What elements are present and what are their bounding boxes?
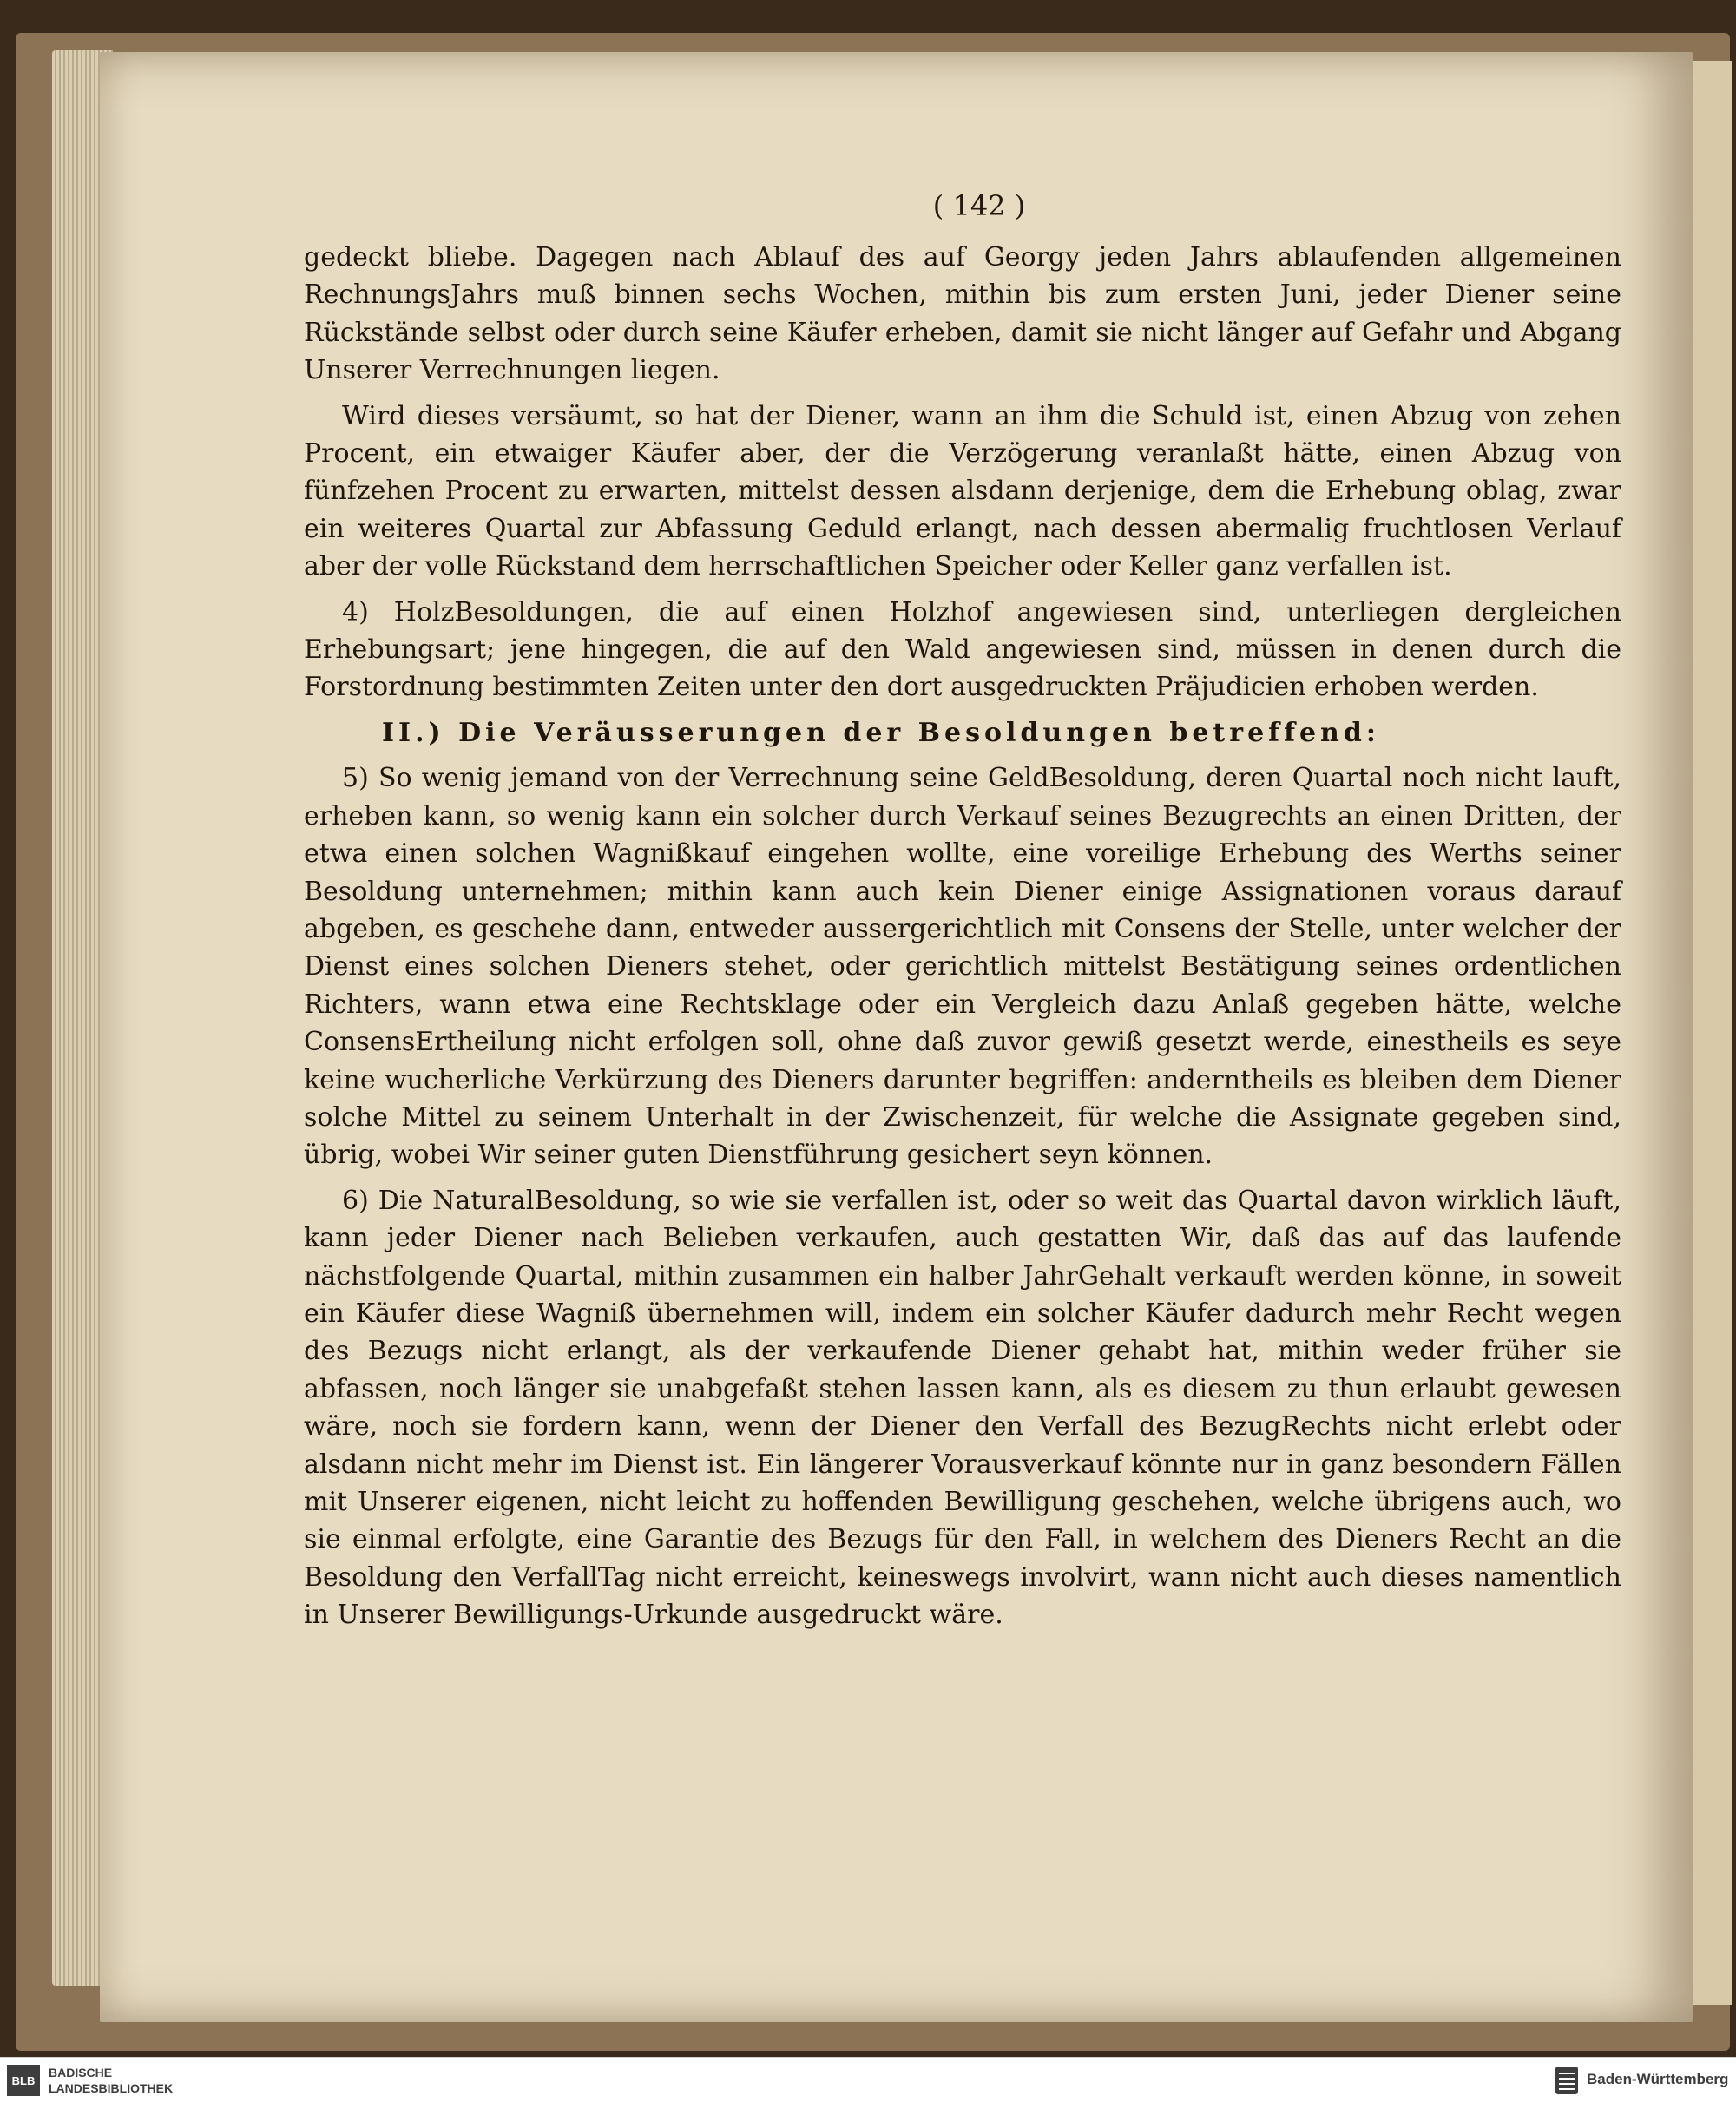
viewer-footer: [0, 2057, 1736, 2103]
library-name[interactable]: [49, 2065, 173, 2096]
paragraph-3: 4) HolzBesoldungen, die auf einen Holzhof angewiesen sind, unterliegen dergleichen Erhebungsart; jene hingegen, die auf den Wald angewiesen sind, müssen in denen durch die Forstordnung bestimmten Zeiten unter den dort ausgedruckten Präjudicien erhoben werden.: [304, 596, 1621, 703]
blb-logo[interactable]: BLB: [7, 2065, 40, 2096]
paragraph-1: gedeckt bliebe. Dagegen nach Ablauf des auf Georgy jeden Jahrs ablaufenden allgemeinen RechnungsJahrs muß binnen sechs Wochen, mithin bis zum ersten Juni, jeder Diener seine Rückstände selbst oder durch seine Käufer erheben, damit sie nicht länger auf Gefahr und Abgang Unserer Verrechnungen liegen.: [304, 242, 1621, 386]
state-emblem-icon: [1554, 2065, 1580, 2096]
page-number: ( 142 ): [932, 189, 1026, 222]
paragraph-5: 6) Die NaturalBesoldung, so wie sie verfallen ist, oder so weit das Quartal davon wirklich läuft, kann jeder Diener nach Belieben verkaufen, auch gestatten Wir, daß das auf das laufende nächstfolgende Quartal, mithin zusammen ein halber JahrGehalt verkauft werden könne, in soweit ein Käufer diese Wagniß übernehmen will, indem ein solcher Käufer dadurch mehr Recht wegen des Bezugs nicht erlangt, als der verkaufende Diener gehabt hat, mithin weder früher sie abfassen, noch länger sie unabgefaßt stehen lassen kann, als es diesem zu thun erlaubt gewesen wäre, noch sie fordern kann, wenn der Diener den Verfall des BezugRechts nicht erlebt oder alsdann nicht mehr im Dienst ist. Ein längerer Vorausverkauf könnte nur in ganz besondern Fällen mit Unserer eigenen, nicht leicht zu hoffenden Bewilligung geschehen, welche übrigens auch, wo sie einmal erfolgte, eine Garantie des Bezugs für den Fall, in welchem des Dieners Recht an die Besoldung den VerfallTag nicht erreicht, keineswegs involvirt, wann nicht auch dieses namentlich in Unserer Bewilligungs-Urkunde ausgedruckt wäre.: [304, 1185, 1621, 1631]
section-heading: II.) Die Veräusserungen der Besoldungen betreffend:: [382, 717, 1380, 748]
facing-page-edge: [1693, 61, 1732, 2005]
state-name[interactable]: Baden-Württemberg: [1587, 2071, 1729, 2087]
paragraph-2: Wird dieses versäumt, so hat der Diener, wann an ihm die Schuld ist, einen Abzug von zehen Procent, ein etwaiger Käufer aber, der die Verzögerung veranlaßt hätte, einen Abzug von fünfzehen Procent zu erwarten, mittelst dessen alsdann derjenige, dem die Erhebung oblag, zwar ein weiteres Quartal zur Abfassung Geduld erlangt, nach dessen abermalig fruchtlosen Verlauf aber der volle Rückstand dem herrschaftlichen Speicher oder Keller ganz verfallen ist.: [304, 400, 1621, 582]
paragraph-4: 5) So wenig jemand von der Verrechnung seine GeldBesoldung, deren Quartal noch nicht lauft, erheben kann, so wenig kann ein solcher durch Verkauf seines Bezugrechts an einen Dritten, der etwa einen solchen Wagnißkauf eingehen wollte, eine voreilige Erhebung des Werths seiner Besoldung unternehmen; mithin kann auch kein Diener einige Assignationen voraus darauf abgeben, es geschehe dann, entweder aussergerichtlich mit Consens der Stelle, unter welcher der Dienst eines solchen Dieners stehet, oder gerichtlich mittelst Bestätigung seines ordentlichen Richters, wann etwa eine Rechtsklage oder ein Vergleich dazu Anlaß gegeben hätte, welche ConsensErtheilung nicht erfolgen soll, ohne daß zuvor gewiß gesetzt werde, einestheils es seye keine wucherliche Verkürzung des Dieners darunter begriffen: anderntheils es bleiben dem Diener solche Mittel zu seinem Unterhalt in der Zwischenzeit, für welche die Assignate gegeben sind, übrig, wobei Wir seiner guten Dienstführung gesichert seyn können.: [304, 763, 1621, 1171]
library-name-line-1: BADISCHE: [49, 2066, 113, 2080]
page-text: [304, 239, 1621, 1642]
library-name-line-2: LANDESBIBLIOTHEK: [49, 2081, 174, 2095]
